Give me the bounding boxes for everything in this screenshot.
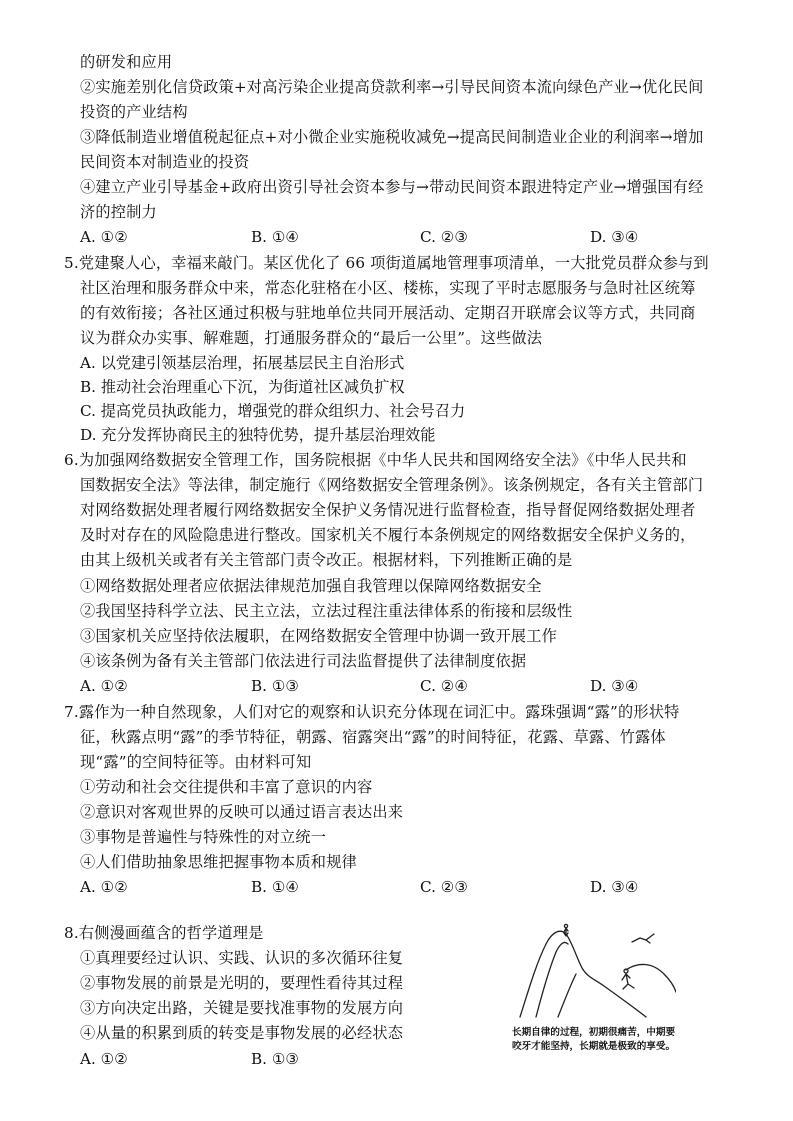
q6-stem-line: 国数据安全法》等法律，制定施行《网络数据安全管理条例》。该条例规定，各有关主管部门	[80, 476, 704, 494]
q6-statement: ④该条例为备有关主管部门依法进行司法监督提供了法律制度依据	[80, 652, 527, 670]
q7-option-c: C. ②③	[420, 878, 468, 896]
q6-option-d: D. ③④	[590, 677, 639, 695]
q8-statement: ④从量的积累到质的转变是事物发展的必经状态	[80, 1024, 404, 1042]
summit-figure-head	[564, 924, 567, 927]
q6-statement: ①网络数据处理者应依据法律规范加强自我管理以保障网络数据安全	[80, 577, 542, 595]
q7-option-d: D. ③④	[590, 878, 639, 896]
q6-stem-line: 对网络数据处理者履行网络数据安全保护义务情况进行监督检查，指导督促网络数据处理者	[80, 501, 696, 519]
q6-stem-line: 由其上级机关或者有关主管部门责令改正。根据材料，下列推断正确的是	[80, 551, 573, 569]
q7-stem-line: 7.露作为一种自然现象，人们对它的观察和认识充分体现在词汇中。露珠强调“露”的形状特	[64, 703, 680, 721]
q4-line: ③降低制造业增值税起征点+对小微企业实施税收减免→提高民间制造业企业的利润率→增加	[80, 128, 704, 146]
q4-line: 的研发和应用	[80, 53, 173, 71]
q5-stem-line: 议为群众办实事、解难题，打通服务群众的“最后一公里”。这些做法	[80, 329, 543, 347]
q5-option-a: A. 以党建引领基层治理，拓展基层民主自治形式	[80, 354, 405, 372]
q6-option-a: A. ①②	[80, 677, 128, 695]
q6-stem-line: 及时对存在的风险隐患进行整改。国家机关不履行本条例规定的网络数据安全保护义务的，	[80, 526, 696, 544]
q6-option-c: C. ②④	[420, 677, 468, 695]
q4-line: ④建立产业引导基金+政府出资引导社会资本参与→带动民间资本跟进特定产业→增强国有经	[80, 178, 704, 196]
q6-option-b: B. ①③	[251, 677, 300, 695]
q7-statement: ④人们借助抽象思维把握事物本质和规律	[80, 853, 357, 871]
cartoon-caption: 咬牙才能坚持，长期就是极致的享受。	[512, 1041, 676, 1052]
q7-statement: ①劳动和社会交往提供和丰富了意识的内容	[80, 778, 373, 796]
q8-option-b: B. ①③	[251, 1050, 300, 1068]
q6-stem-line: 6.为加强网络数据安全管理工作，国务院根据《中华人民共和国网络安全法》《中华人民共和	[64, 451, 687, 469]
q7-option-a: A. ①②	[80, 878, 128, 896]
q7-option-b: B. ①④	[251, 878, 300, 896]
q4-option-c: C. ②③	[420, 228, 468, 246]
q6-statement: ②我国坚持科学立法、民主立法，立法过程注重法律体系的衔接和层级性	[80, 602, 573, 620]
mountain-cartoon	[514, 922, 676, 1022]
q8-statement: ②事物发展的前景是光明的，要理性看待其过程	[80, 974, 404, 992]
climber-figure-head	[624, 969, 628, 973]
mountain-ridge	[536, 942, 568, 1017]
q7-statement: ②意识对客观世界的反映可以通过语言表达出来	[80, 803, 404, 821]
q8-option-a: A. ①②	[80, 1050, 128, 1068]
q4-option-b: B. ①④	[251, 228, 300, 246]
q7-statement: ③事物是普遍性与特殊性的对立统一	[80, 828, 327, 846]
q5-option-d: D. 充分发挥协商民主的独特优势，提升基层治理效能	[80, 426, 436, 444]
q4-line: 民间资本对制造业的投资	[80, 153, 250, 171]
q5-option-c: C. 提高党员执政能力，增强党的群众组织力、社会号召力	[80, 402, 466, 420]
q4-line: ②实施差别化信贷政策+对高污染企业提高贷款利率→引导民间资本流向绿色产业→优化民间	[80, 78, 704, 96]
q4-line: 投资的产业结构	[80, 103, 188, 121]
q5-stem-line: 的有效衔接；各社区通过积极与驻地单位共同开展活动、定期召开联席会议等方式，共同商	[80, 304, 696, 322]
q4-option-a: A. ①②	[80, 228, 128, 246]
q8-stem-line: 8.右侧漫画蕴含的哲学道理是	[64, 924, 264, 942]
q8-statement: ①真理要经过认识、实践、认识的多次循环往复	[80, 949, 404, 967]
q7-stem-line: 征，秋露点明“露”的季节特征，朝露、宿露突出“露”的时间特征，花露、草露、竹露体	[80, 728, 666, 746]
q4-line: 济的控制力	[80, 203, 157, 221]
mountain-slope	[558, 974, 576, 1017]
climber-figure	[622, 974, 634, 989]
q8-statement: ③方向决定出路，关键是要找准事物的发展方向	[80, 999, 404, 1017]
q5-stem-line: 社区治理和服务群众中来，常态化驻格在小区、楼栋，实现了平时志愿服务与急时社区统筹	[80, 279, 696, 297]
cartoon-caption: 长期自律的过程，初期很痛苦，中期要	[512, 1027, 676, 1038]
q5-option-b: B. 推动社会治理重心下沉，为街道社区减负扩权	[80, 378, 405, 396]
bird-icon	[632, 934, 654, 943]
q4-option-d: D. ③④	[590, 228, 639, 246]
q6-statement: ③国家机关应坚持依法履职，在网络数据安全管理中协调一致开展工作	[80, 627, 558, 645]
q5-stem-line: 5.党建聚人心，幸福来敲门。某区优化了 66 项街道属地管理事项清单，一大批党员群众参与到	[64, 254, 709, 272]
q7-stem-line: 现“露”的空间特征等。由材料可知	[80, 753, 312, 771]
